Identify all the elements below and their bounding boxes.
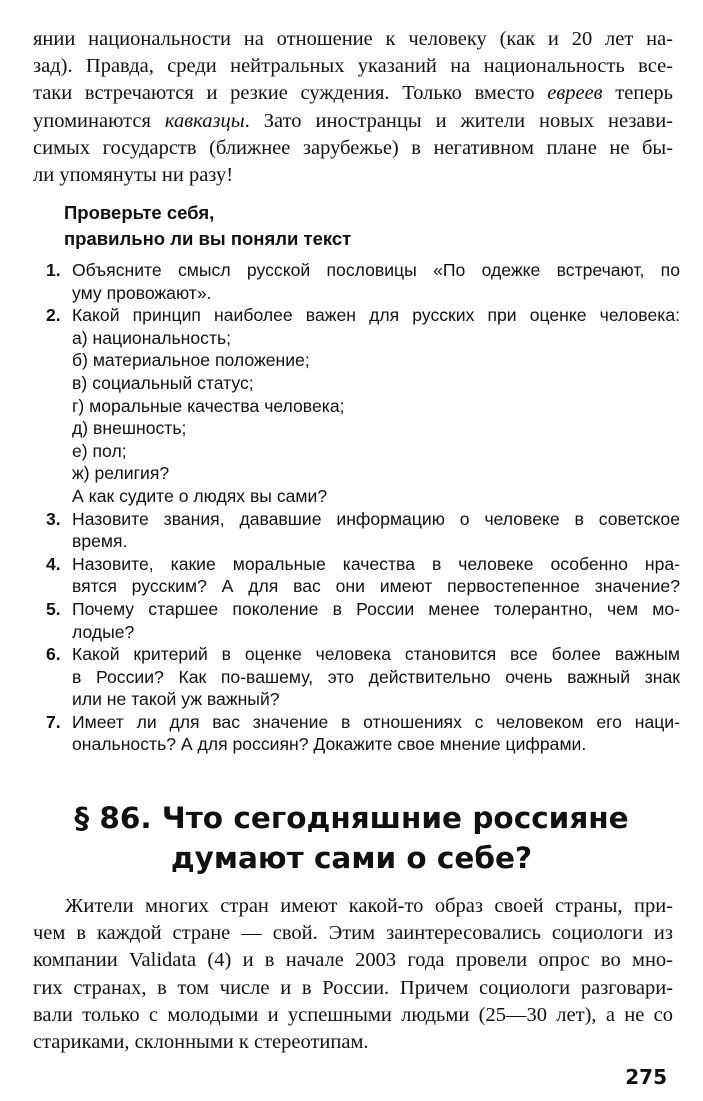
question-text-line: в России? Как по-вашему, это действительно очень важный знак [72, 666, 680, 687]
question-1 [40, 259, 680, 304]
question-text-line: лодые? [72, 621, 135, 642]
question-text-line: или не такой уж важный? [72, 689, 280, 710]
body-line-4: гих странах, в том числе и в России. Причем социологи разговари- [33, 976, 673, 999]
intro-line-6: ли упомянуты ни разу! [33, 164, 234, 187]
question-text-line: уму провожают». [72, 282, 212, 303]
answer-option: а) национальность; [72, 327, 232, 348]
question-number: 4. [46, 553, 61, 574]
answer-option: д) внешность; [72, 418, 187, 439]
self-check-heading-line-1: Проверьте себя, [64, 202, 215, 223]
question-number: 6. [46, 644, 61, 665]
question-number: 7. [46, 711, 61, 732]
answer-option: е) пол; [72, 440, 127, 461]
intro-line-3 [33, 80, 673, 107]
body-paragraph [33, 893, 673, 1056]
question-text-line: Назовите звания, дававшие информацию о человеке в советское [72, 508, 680, 529]
question-text-line: время. [72, 531, 128, 552]
intro-line-3-start: таки встречаются и резкие суждения. Только вместо [33, 82, 548, 105]
question-number: 3. [46, 508, 61, 529]
answer-option: в) социальный статус; [72, 372, 254, 393]
intro-line-4 [33, 108, 673, 135]
intro-line-4-end: . Зато иностранцы и жители новых незави- [244, 109, 673, 132]
page-number: 275 [625, 1065, 667, 1089]
question-list [40, 259, 680, 756]
question-text-line: Объясните смысл русской пословицы «По одежке встречают, по [72, 260, 680, 280]
question-6 [40, 643, 680, 711]
section-heading-line-1: § 86. Что сегодняшние россияне [74, 801, 629, 835]
question-text-line: Какой принцип наиболее важен для русских при оценке человека: [72, 305, 680, 326]
self-check-heading [64, 200, 351, 252]
intro-line-2: зад). Правда, среди нейтральных указаний на национальность все- [33, 55, 673, 78]
question-3 [40, 508, 680, 553]
question-number: 1. [46, 260, 61, 280]
intro-line-4-start: упоминаются [33, 109, 165, 132]
question-text-line: Назовите, какие моральные качества в человеке особенно нра- [72, 553, 680, 574]
body-line-3: компании Validata (4) и в начале 2003 года провели опрос во мно- [33, 949, 673, 972]
section-heading-line-2: думают сами о себе? [170, 841, 533, 875]
question-4 [40, 553, 680, 598]
section-heading [0, 798, 703, 878]
intro-paragraph [33, 26, 673, 189]
question-7 [40, 711, 680, 756]
answer-option: ж) религия? [72, 463, 170, 484]
question-text-line: Имеет ли для вас значение в отношениях с человеком его наци- [72, 711, 680, 732]
question-followup: А как судите о людях вы сами? [72, 485, 328, 506]
question-text-line: Почему старшее поколение в России менее толерантно, чем мо- [72, 598, 680, 619]
body-line-6: стариками, склонными к стереотипам. [33, 1031, 369, 1054]
question-2 [40, 304, 680, 507]
intro-emphasis-jews: евреев [547, 82, 603, 105]
intro-line-1: янии национальности на отношение к человеку (как и 20 лет на- [33, 28, 673, 50]
intro-line-5: симых государств (ближнее зарубежье) в негативном плане не бы- [33, 136, 673, 159]
self-check-heading-line-2: правильно ли вы поняли текст [64, 228, 352, 249]
question-number: 2. [46, 305, 61, 326]
body-line-1: Жители многих стран имеют какой-то образ своей страны, при- [65, 895, 673, 917]
body-line-2: чем в каждой стране — свой. Этим заинтересовались социологи из [33, 922, 673, 945]
body-line-5: вали только с молодыми и успешными людьми (25—30 лет), а не со [33, 1003, 673, 1026]
question-number: 5. [46, 598, 61, 619]
intro-emphasis-caucasians: кавказцы [164, 109, 245, 132]
answer-option: б) материальное положение; [72, 350, 310, 371]
question-text-line: Какой критерий в оценке человека становится все более важным [72, 644, 680, 665]
question-text-line: вятся русским? А для вас они имеют первостепенное значение? [72, 576, 680, 597]
intro-line-3-end: теперь [602, 82, 673, 105]
answer-option: г) моральные качества человека; [72, 395, 345, 416]
question-text-line: ональность? А для россиян? Докажите свое мнение цифрами. [72, 734, 587, 755]
question-5 [40, 598, 680, 643]
